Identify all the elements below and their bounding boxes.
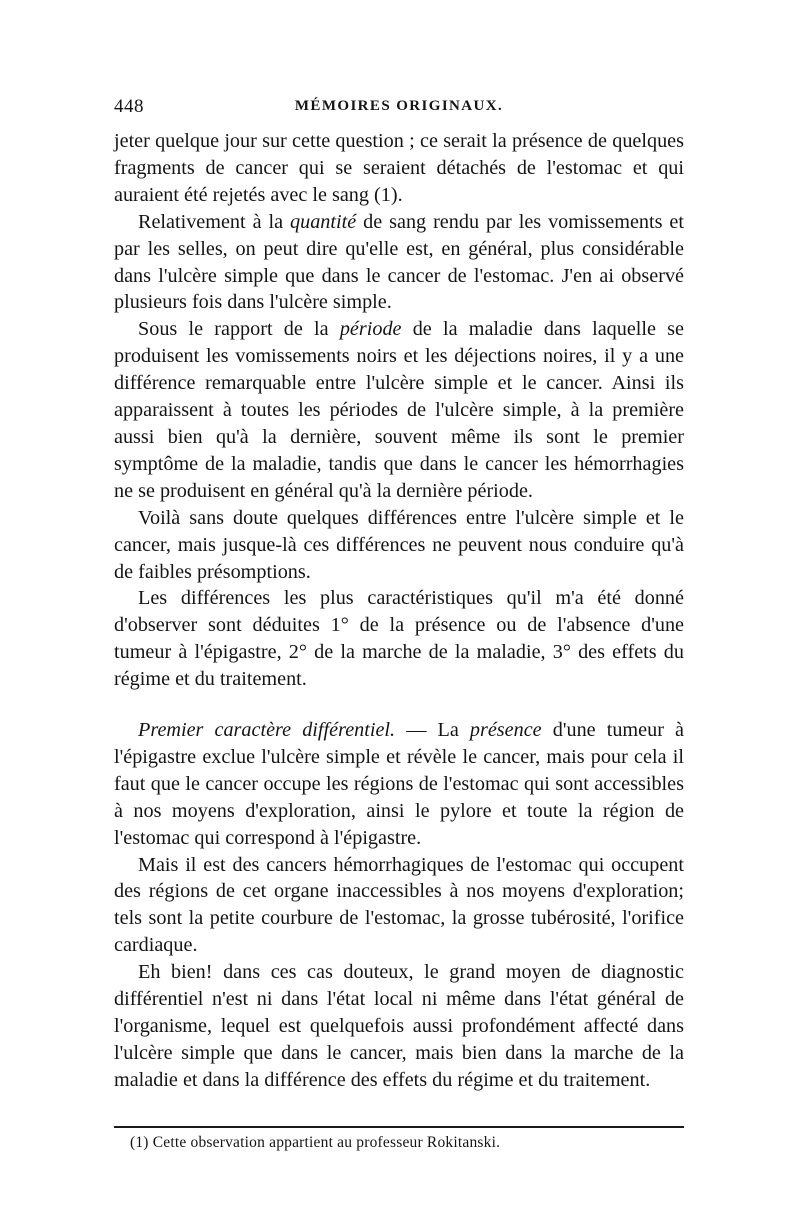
italic-phrase: présence: [469, 719, 542, 742]
paragraph-2: [114, 209, 684, 317]
page-number: 448: [114, 96, 144, 117]
italic-phrase: Premier caractère différentiel.: [138, 719, 396, 742]
running-title: MÉMOIRES ORIGINAUX.: [294, 98, 504, 114]
italic-phrase: période: [339, 318, 402, 341]
text-run: de la maladie dans laquelle se produisent les vomissements noirs et les déjections noires, il y a une différence remarquable entre l'ulcère simple et le cancer. Ainsi ils apparaissent à toutes les périodes de l'ulcère simple, à la première aussi bien qu'à la dernière, souvent même ils sont le premier symptôme de la maladie, tandis que dans le cancer les hémorrhagies ne se produisent en général qu'à la dernière période.: [114, 318, 685, 502]
paragraph-3: [114, 316, 684, 504]
paragraph-1: jeter quelque jour sur cette question ; ce serait la présence de quelques fragments de cancer qui se seraient détachés de l'estomac et qui auraient été rejetés avec le sang (1).: [114, 130, 684, 206]
text-run: Les différences les plus caractéristiques qu'il m'a été donné d'observer sont déduites 1° de la présence ou de l'absence d'une tumeur à l'épigastre, 2° de la marche de la maladie, 3° des effets du régime et du traitement.: [114, 587, 684, 691]
text-run: d'une tumeur à l'épigastre exclue l'ulcère simple et révèle le cancer, mais pour cela il faut que le cancer occupe les régions de l'estomac qui sont accessibles à nos moyens d'exploration, ainsi le pylore et toute la région de l'estomac qui correspond à l'épigastre.: [114, 719, 684, 849]
paragraph-8: [114, 959, 684, 1094]
paragraph-5: [114, 585, 684, 693]
text-run: Sous le rapport de la: [138, 318, 340, 341]
footnote: (1) Cette observation appartient au professeur Rokitanski.: [130, 1134, 501, 1151]
text-run: — La: [395, 719, 470, 742]
italic-phrase: quantité: [290, 210, 357, 233]
text-run: Voilà sans doute quelques différences entre l'ulcère simple et le cancer, mais jusque-là ces différences ne peuvent nous conduire qu'à de faibles présomptions.: [114, 506, 684, 583]
paragraph-6-premier-caractere: [114, 717, 684, 852]
text-run: Mais il est des cancers hémorrhagiques de l'estomac qui occupent des régions de cet organe inaccessibles à nos moyens d'exploration; tels sont la petite courbure de l'estomac, la grosse tubérosité, l'orifice cardiaque.: [114, 853, 684, 957]
text-run: de sang rendu par les vomissements et par les selles, on peut dire qu'elle est, en général, plus considérable dans l'ulcère simple que dans le cancer de l'estomac. J'en ai observé plusieurs fois dans l'ulcère simple.: [114, 210, 685, 314]
text-run: Eh bien! dans ces cas douteux, le grand moyen de diagnostic différentiel n'est ni dans l'état local ni même dans l'état général de l'organisme, lequel est quelquefois aussi profondément affecté dans l'ulcère simple que dans le cancer, mais bien dans la marche de la maladie et dans la différence des effets du régime et du traitement.: [114, 961, 684, 1091]
paragraph-7: [114, 852, 684, 960]
running-head: [114, 96, 684, 122]
text-run: Relativement à la: [138, 210, 291, 233]
paragraph-4: [114, 505, 684, 586]
body-text: [114, 128, 684, 1094]
footnote-rule: [114, 1126, 684, 1128]
